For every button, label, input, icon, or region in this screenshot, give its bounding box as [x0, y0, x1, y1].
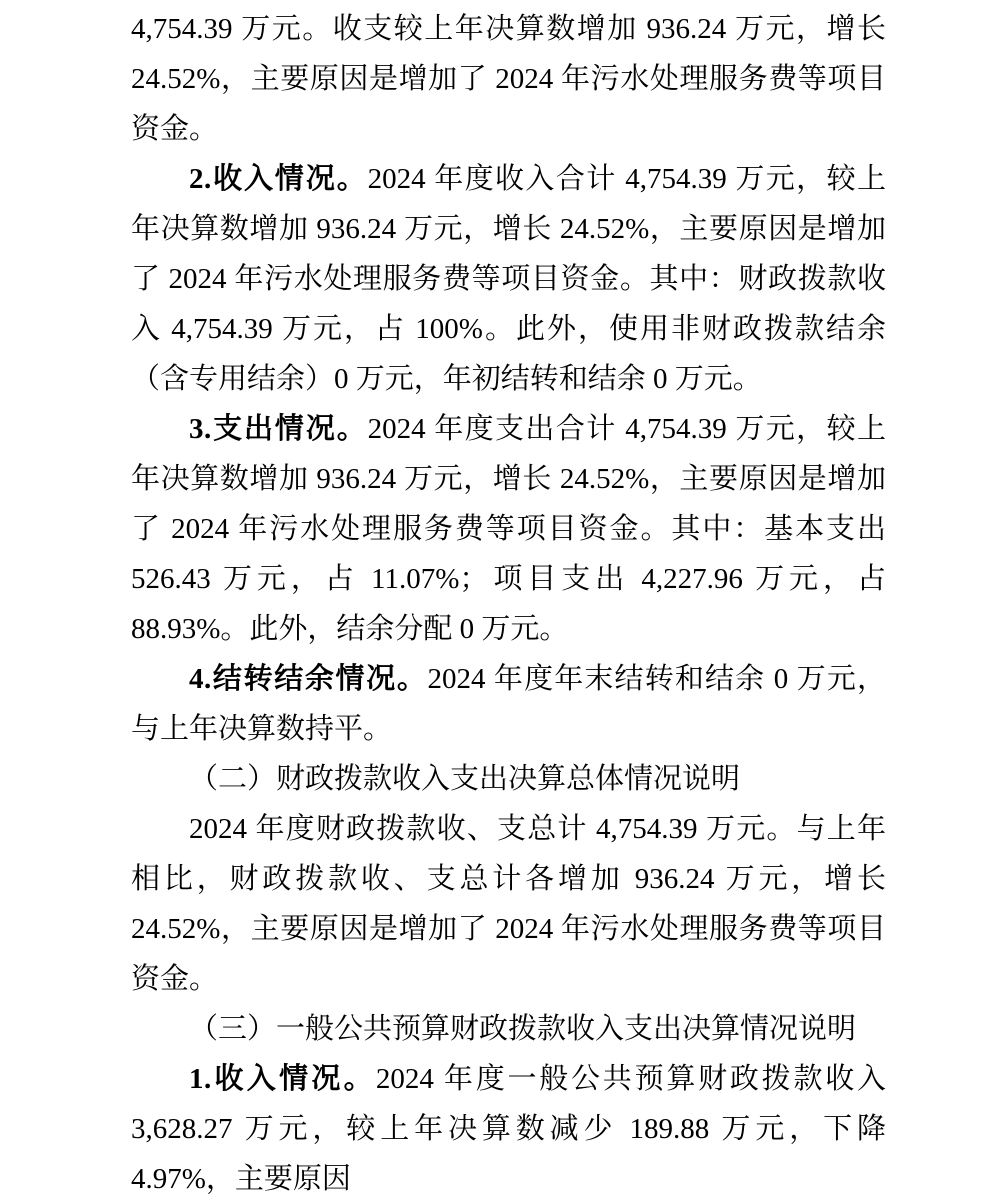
- paragraph-fiscal-appropriation-total: [131, 804, 886, 1004]
- paragraph-income-situation: [131, 154, 886, 404]
- paragraph-text: 4,754.39 万元。收支较上年决算数增加 936.24 万元，增长 24.52%，主要原因是增加了 2024 年污水处理服务费等项目资金。: [131, 13, 886, 145]
- paragraph-carryover-situation: [131, 654, 886, 754]
- paragraph-text: 2024 年度一般公共预算财政拨款收入 3,628.27 万元，较上年决算数减少 189.88 万元，下降 4.97%，主要原因: [131, 1063, 886, 1195]
- paragraph-general-budget-income: [131, 1054, 886, 1204]
- paragraph-expenditure-situation: [131, 404, 886, 654]
- paragraph-text: 2024 年度收入合计 4,754.39 万元，较上年决算数增加 936.24 万元，增长 24.52%，主要原因是增加了 2024 年污水处理服务费等项目资金。其中：财政拨款收入 4,754.39 万元，占 100%。此外，使用非财政拨款结余（含专用结余）0 万元，年初结转和结余 0 万元。: [131, 163, 886, 395]
- paragraph-text: 2024 年度支出合计 4,754.39 万元，较上年决算数增加 936.24 万元，增长 24.52%，主要原因是增加了 2024 年污水处理服务费等项目资金。其中：基本支出 526.43 万元，占 11.07%；项目支出 4,227.96 万元，占 88.93%。此外，结余分配 0 万元。: [131, 413, 886, 645]
- section-heading-fiscal-appropriation-overview: [131, 754, 886, 804]
- section-heading-general-public-budget: [131, 1004, 886, 1054]
- paragraph-text: 2024 年度财政拨款收、支总计 4,754.39 万元。与上年相比，财政拨款收、支总计各增加 936.24 万元，增长 24.52%，主要原因是增加了 2024 年污水处理服务费等项目资金。: [131, 813, 886, 995]
- paragraph-lead: 2.收入情况。: [189, 163, 368, 195]
- paragraph-lead: 4.结转结余情况。: [189, 663, 428, 695]
- paragraph-lead: 3.支出情况。: [189, 413, 368, 445]
- paragraph-text: 2024 年度年末结转和结余 0 万元，与上年决算数持平。: [131, 663, 886, 745]
- paragraph-lead: 1.收入情况。: [189, 1063, 376, 1095]
- paragraph-overview-continuation: [131, 4, 886, 154]
- section-heading-text: （二）财政拨款收入支出决算总体情况说明: [189, 763, 741, 795]
- section-heading-text: （三）一般公共预算财政拨款收入支出决算情况说明: [189, 1013, 857, 1045]
